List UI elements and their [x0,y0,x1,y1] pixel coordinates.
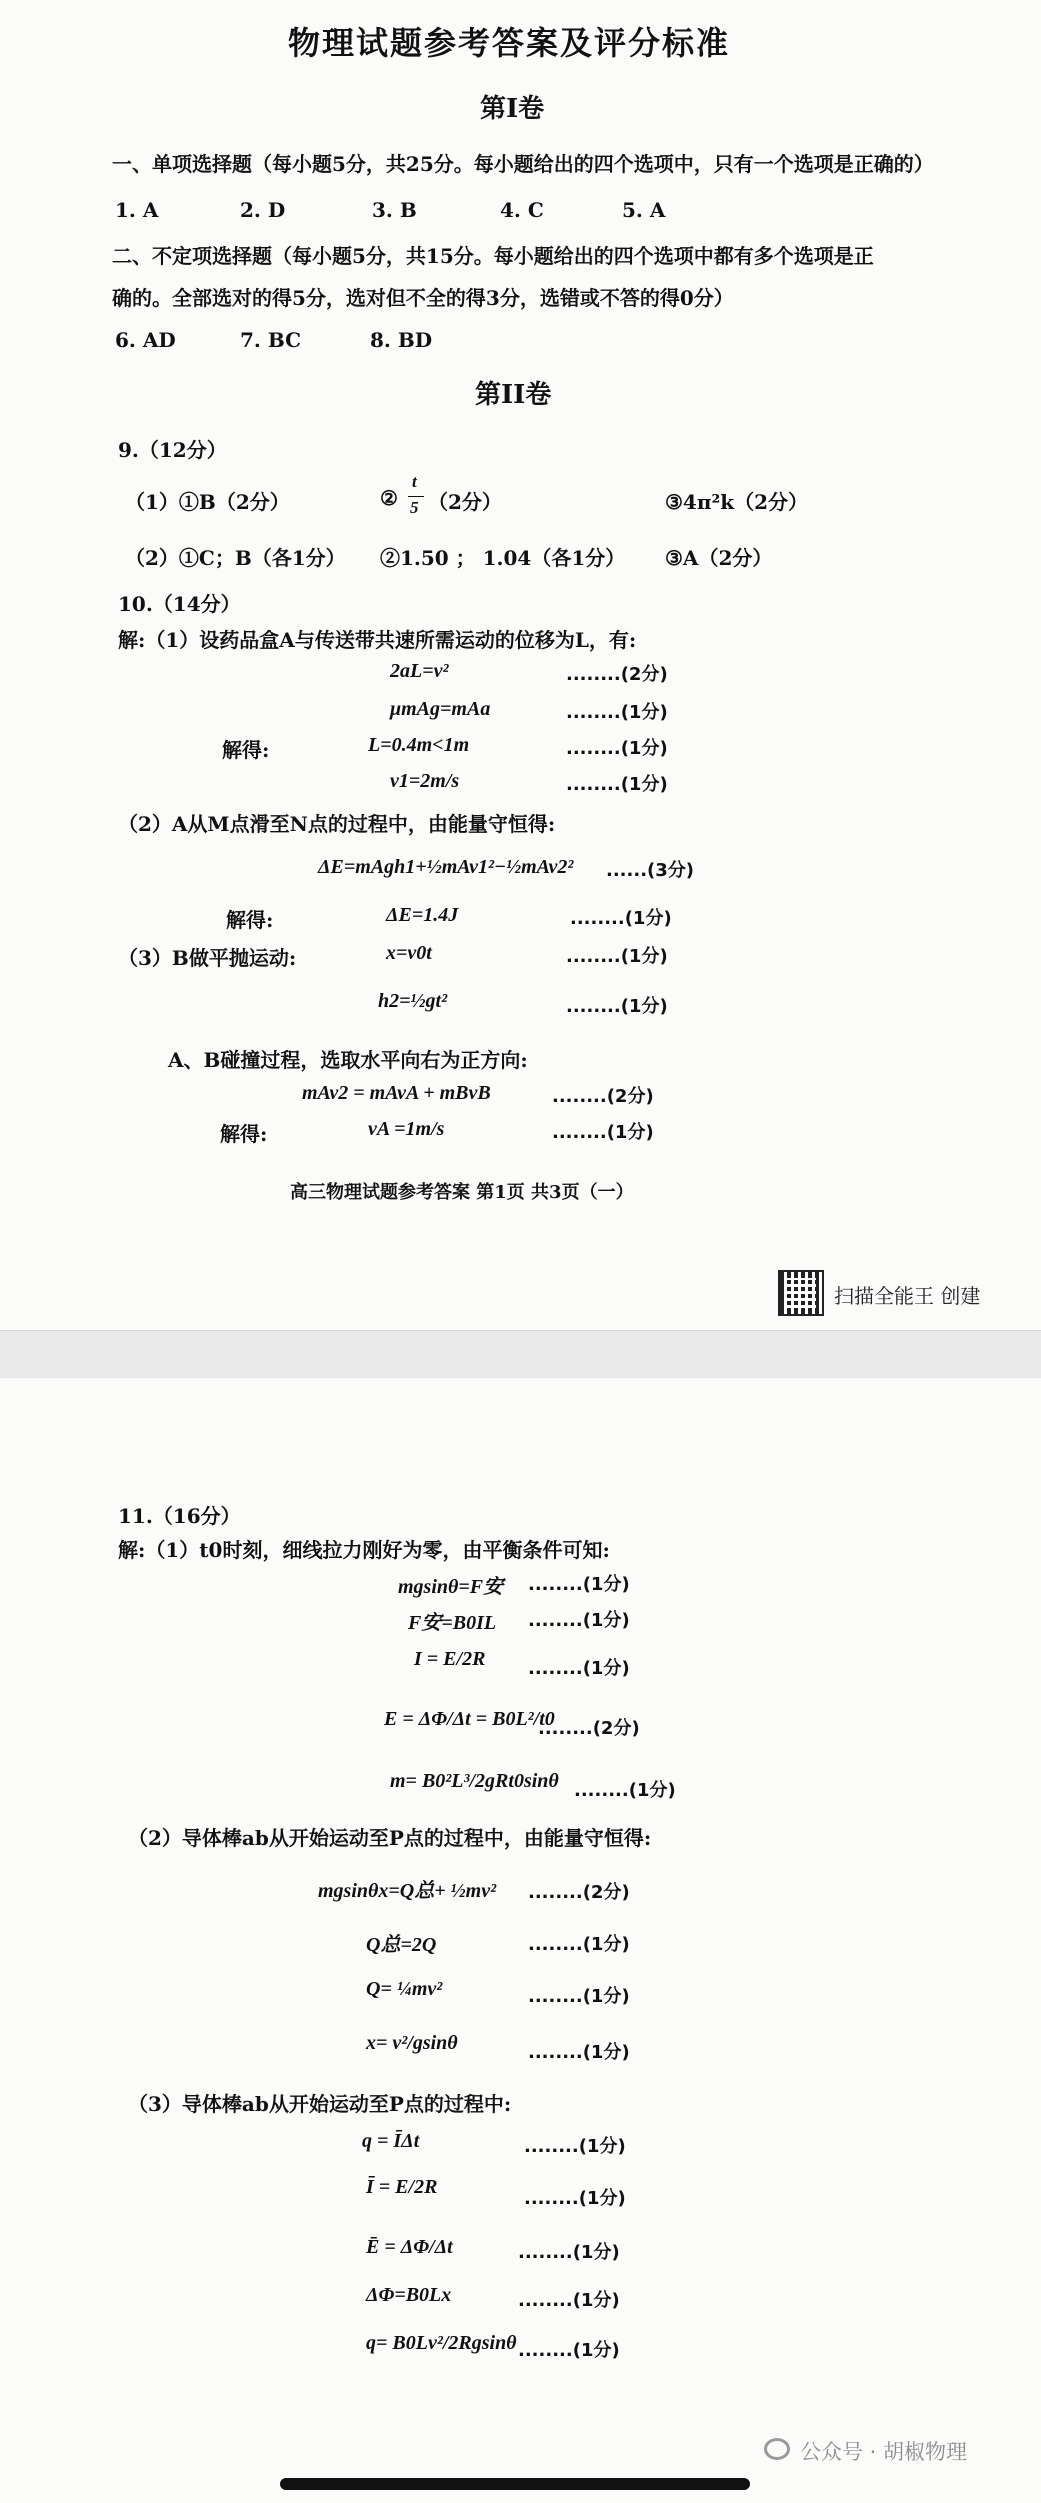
q11-eq14: q= B0Lv²/2Rgsinθ [366,2332,517,2354]
q11-score8: ........(1分) [528,1986,630,2007]
q11-eq4: E = ΔΦ/Δt = B0L²/t0 [384,1708,555,1730]
page-footer: 高三物理试题参考答案 第1页 共3页（一） [290,1182,634,1203]
section-1-header: 一、单项选择题（每小题5分，共25分。每小题给出的四个选项中，只有一个选项是正确的） [112,152,934,176]
q10-score3: ........(1分) [566,738,668,759]
answer-page-2 [0,1378,1041,2503]
section-2-header-line2: 确的。全部选对的得5分，选对但不全的得3分，选错或不答的得0分） [112,286,734,310]
q11-eq5: m= B0²L³/2gRt0sinθ [390,1770,559,1792]
q11-score4: ........(2分) [538,1718,640,1739]
q10-score9: ........(2分) [552,1086,654,1107]
q10-eq4: v1=2m/s [390,770,460,792]
q11-intro: 解:（1）t0时刻，细线拉力刚好为零，由平衡条件可知: [118,1538,610,1562]
q11-eq1: mgsinθ=F安 [398,1576,504,1598]
watermark: 公众号 · 胡椒物理 [800,2440,968,2464]
q9-1-2-score: （2分） [428,490,502,514]
q10-collision-text: A、B碰撞过程，选取水平向右为正方向: [168,1048,528,1072]
q11-eq2: F安=B0IL [408,1612,497,1634]
q10-score1: ........(2分) [566,664,668,685]
q10-score4: ........(1分) [566,774,668,795]
q10-score5: ......(3分) [606,860,695,881]
volume-2-heading: 第II卷 [475,380,552,410]
q11-heading: 11.（16分） [118,1504,241,1528]
q10-score10: ........(1分) [552,1122,654,1143]
scanner-brand: 扫描全能王 创建 [834,1284,981,1308]
q10-eq8: h2=½gt² [378,990,448,1012]
q10-score7: ........(1分) [566,946,668,967]
answer-1: 1. A [115,198,159,222]
q10-score6: ........(1分) [570,908,672,929]
q9-1-2-marker: ② [380,486,398,510]
q9-heading: 9.（12分） [118,438,227,462]
q11-eq7: Q总=2Q [366,1934,437,1956]
q9-2-1: （2）①C；B（各1分） [125,546,346,570]
section-2-header-line1: 二、不定项选择题（每小题5分，共15分。每小题给出的四个选项中都有多个选项是正 [112,244,874,268]
qr-code-icon [778,1270,824,1316]
q11-score10: ........(1分) [524,2136,626,2157]
q10-eq9: mAv2 = mAvA + mBvB [302,1082,491,1104]
answer-8: 8. BD [370,328,433,352]
q10-heading: 10.（14分） [118,592,241,616]
q10-eq5: ΔE=mAgh1+½mAv1²−½mAv2² [318,856,574,878]
answer-5: 5. A [622,198,666,222]
q11-eq8: Q= ¼mv² [366,1978,443,2000]
q10-part3: （3）B做平抛运动: [118,946,297,970]
page-title: 物理试题参考答案及评分标准 [288,24,731,62]
q10-eq1: 2aL=v² [390,660,449,682]
q10-solve-label-1: 解得: [222,738,270,762]
q9-fraction-denominator: 5 [410,498,419,517]
answer-6: 6. AD [115,328,176,352]
q11-score14: ........(1分) [518,2340,620,2361]
volume-1-heading: 第I卷 [480,94,545,124]
q11-score13: ........(1分) [518,2290,620,2311]
q11-score12: ........(1分) [518,2242,620,2263]
q10-solve-label-2: 解得: [226,908,274,932]
q11-score11: ........(1分) [524,2188,626,2209]
q11-eq9: x= v²/gsinθ [366,2032,458,2054]
home-indicator[interactable] [280,2478,750,2490]
q9-fraction-numerator: t [412,472,417,491]
q10-score8: ........(1分) [566,996,668,1017]
q11-score2: ........(1分) [528,1610,630,1631]
q10-part2: （2）A从M点滑至N点的过程中，由能量守恒得: [118,812,556,836]
q9-2-3: ③A（2分） [665,546,773,570]
q11-eq10: q = ĪΔt [362,2130,420,2152]
q10-solve-label-3: 解得: [220,1122,268,1146]
q11-eq3: I = E/2R [414,1648,486,1670]
q9-1-3: ③4π²k（2分） [665,490,809,514]
q11-eq11: Ī = E/2R [366,2176,438,2198]
answer-4: 4. C [500,198,544,222]
q11-part3: （3）导体棒ab从开始运动至P点的过程中: [128,2092,512,2116]
answer-7: 7. BC [240,328,302,352]
q10-score2: ........(1分) [566,702,668,723]
q11-eq13: ΔΦ=B0Lx [366,2284,452,2306]
fraction-bar [408,496,424,497]
q11-part2: （2）导体棒ab从开始运动至P点的过程中，由能量守恒得: [128,1826,652,1850]
q10-eq6: ΔE=1.4J [386,904,459,926]
wechat-icon [764,2438,790,2460]
q11-score3: ........(1分) [528,1658,630,1679]
q11-score7: ........(1分) [528,1934,630,1955]
answer-3: 3. B [372,198,417,222]
q10-eq10: vA =1m/s [368,1118,445,1140]
q11-score1: ........(1分) [528,1574,630,1595]
q11-score9: ........(1分) [528,2042,630,2063]
q10-eq7: x=v0t [386,942,432,964]
page-separator [0,1330,1041,1380]
q10-eq3: L=0.4m<1m [368,734,470,756]
q10-intro: 解:（1）设药品盒A与传送带共速所需运动的位移为L，有: [118,628,637,652]
q9-2-2: ②1.50 ； 1.04（各1分） [380,546,626,570]
q11-eq6: mgsinθx=Q总+ ½mv² [318,1880,497,1902]
q11-score6: ........(2分) [528,1882,630,1903]
q11-eq12: Ē = ΔΦ/Δt [366,2236,453,2258]
q9-1-1: （1）①B（2分） [125,490,290,514]
q10-eq2: μmAg=mAa [390,698,491,720]
q11-score5: ........(1分) [574,1780,676,1801]
answer-2: 2. D [240,198,286,222]
